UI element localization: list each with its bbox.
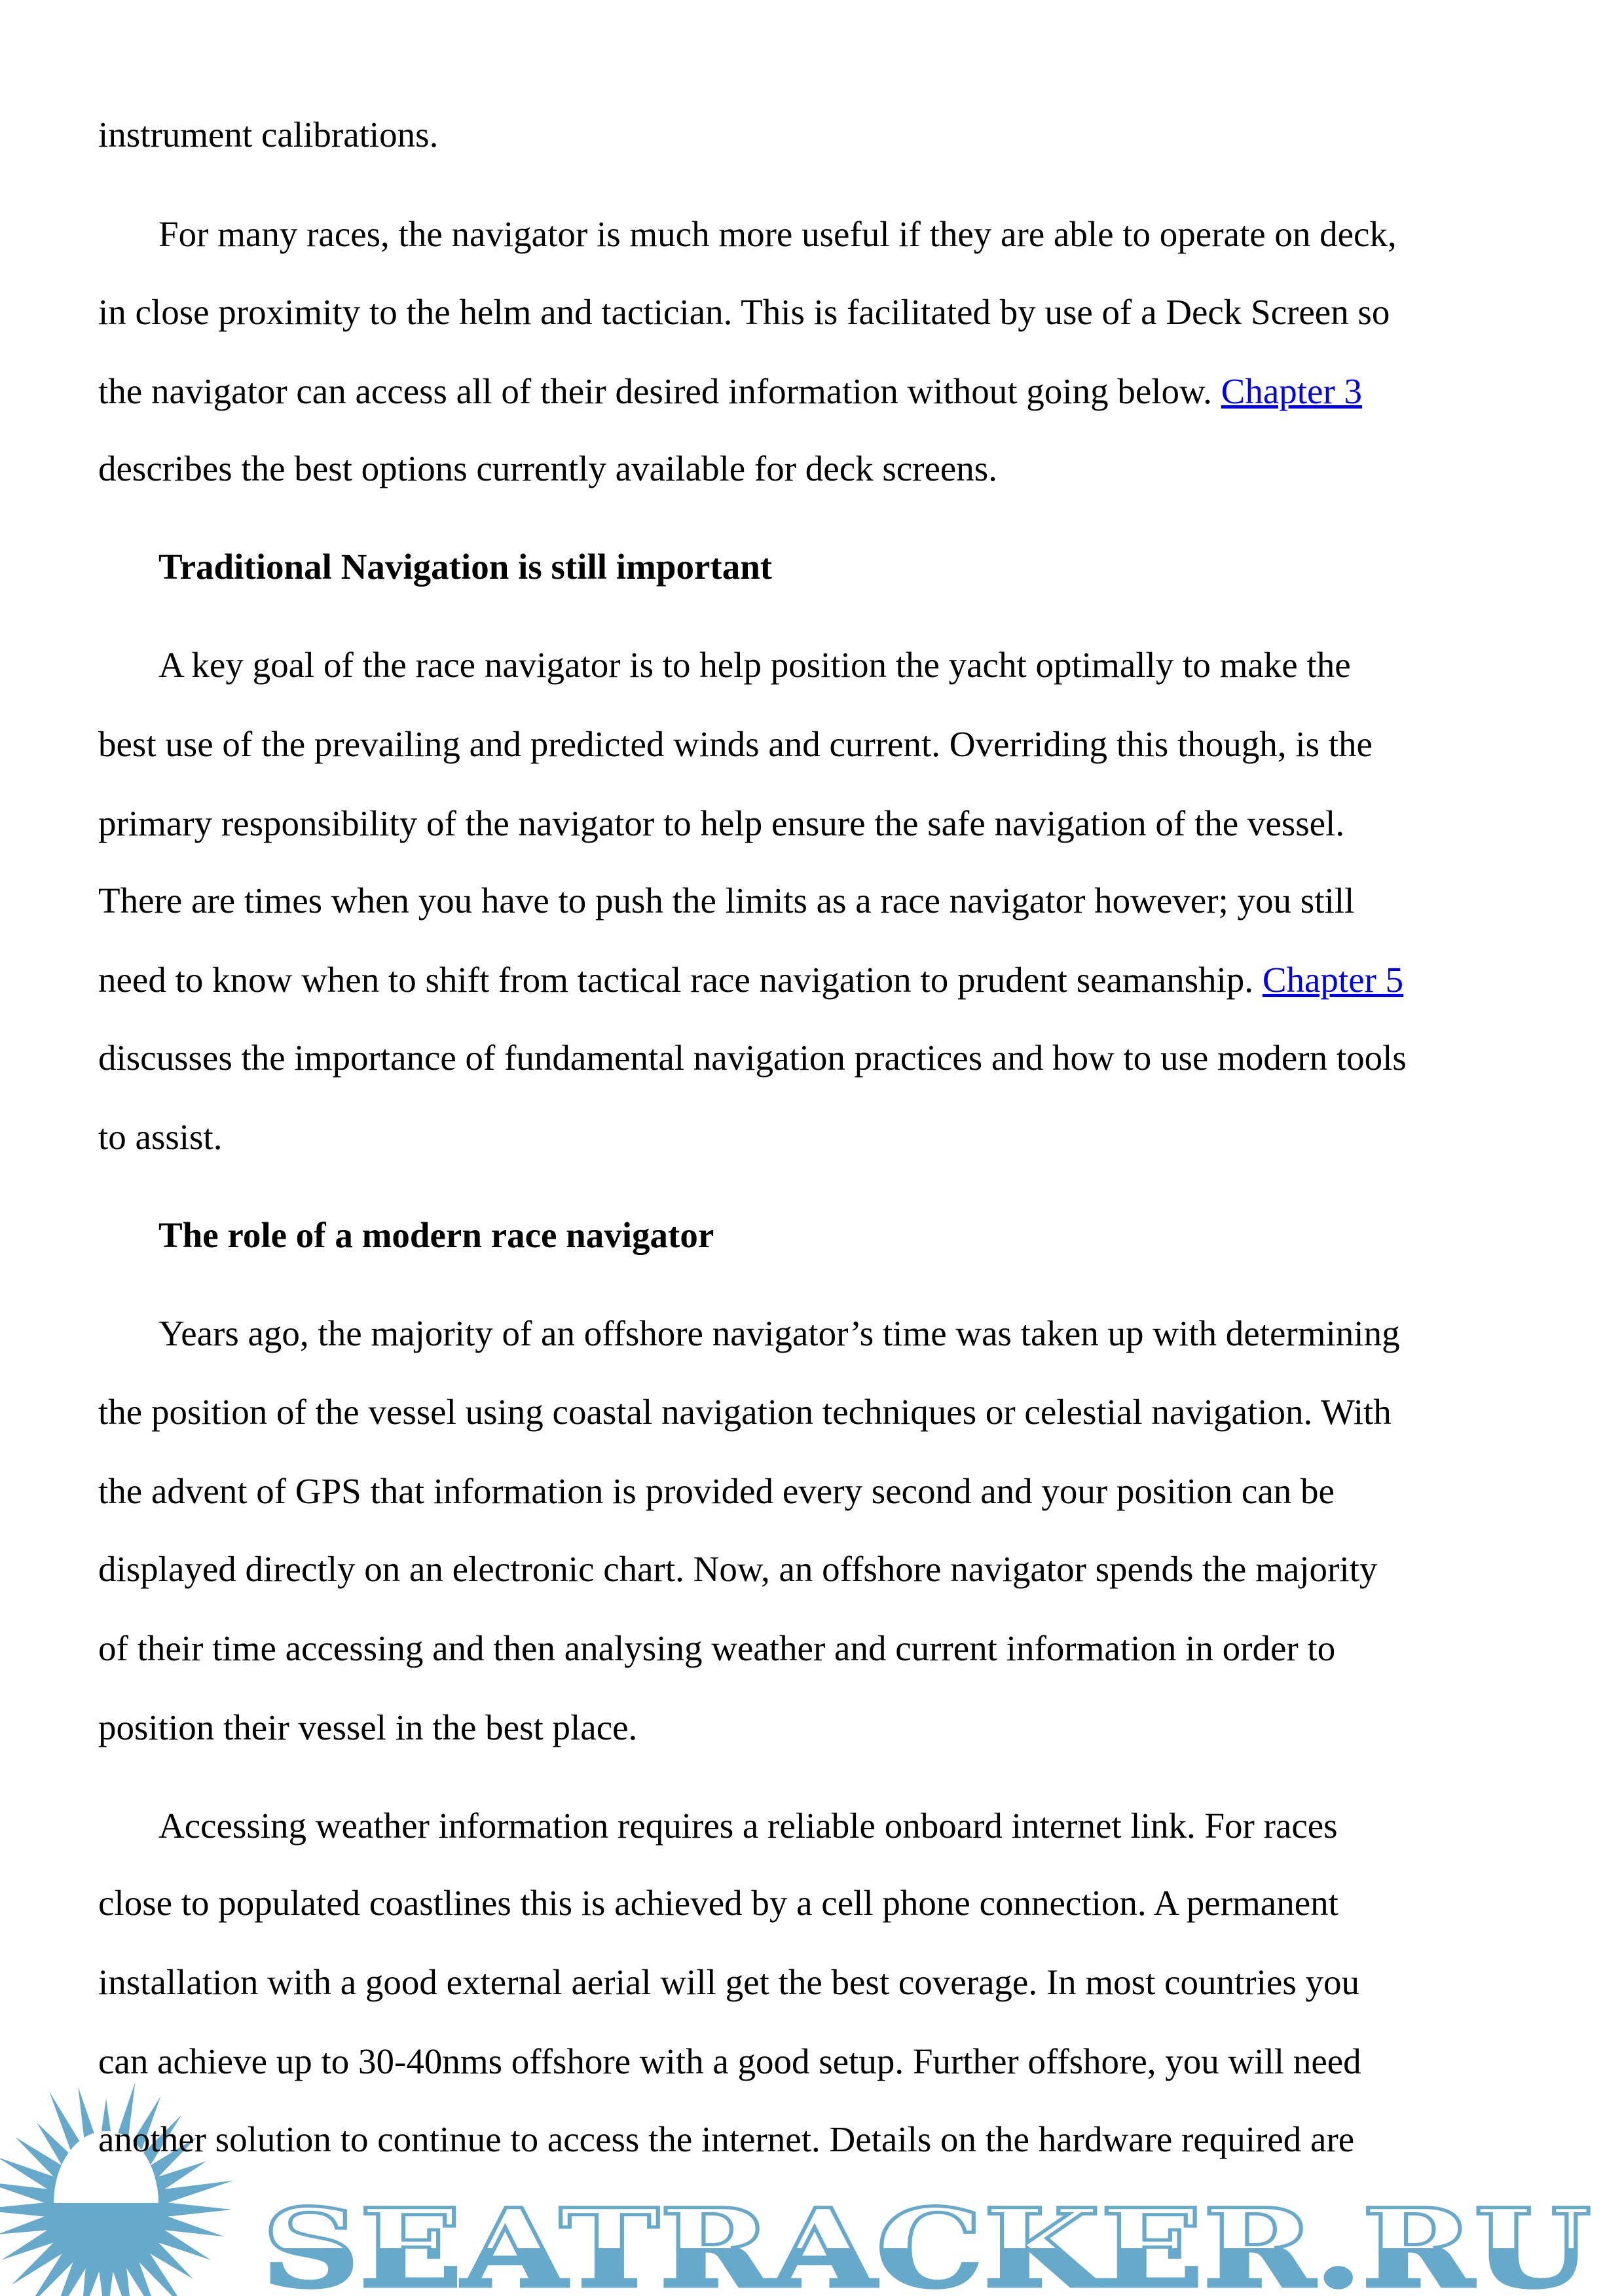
text-line: displayed directly on an electronic chart. Now, an offshore navigator spends the majority: [98, 1549, 1378, 1589]
text-line: discusses the importance of fundamental navigation practices and how to use modern tools: [98, 1038, 1407, 1078]
watermark-text: SEATRACKER.RU: [262, 2185, 1591, 2296]
text-segment: need to know when to shift from tactical race navigation to prudent seamanship.: [98, 960, 1263, 1000]
chapter-5-link[interactable]: Chapter 5: [1262, 960, 1404, 1000]
text-line: installation with a good external aerial will get the best coverage. In most countries you: [98, 1962, 1359, 2002]
text-line: the advent of GPS that information is provided every second and your position can be: [98, 1471, 1335, 1511]
text-line: another solution to continue to access the internet. Details on the hardware required are: [98, 2119, 1355, 2159]
text-line: There are times when you have to push the limits as a race navigator however; you still: [98, 881, 1355, 920]
chapter-3-link[interactable]: Chapter 3: [1221, 371, 1363, 411]
text-line: For many races, the navigator is much more useful if they are able to operate on deck,: [158, 214, 1397, 254]
text-line: the position of the vessel using coastal navigation techniques or celestial navigation. With: [98, 1392, 1392, 1432]
text-line: close to populated coastlines this is achieved by a cell phone connection. A permanent: [98, 1883, 1338, 1923]
text-line: Years ago, the majority of an offshore navigator’s time was taken up with determining: [158, 1313, 1400, 1353]
seatracker-watermark: [0, 2181, 1624, 2296]
text-line: instrument calibrations.: [98, 115, 439, 155]
text-line: [98, 941, 1403, 1019]
text-line: primary responsibility of the navigator to help ensure the safe navigation of the vessel.: [98, 803, 1345, 843]
text-line: describes the best options currently available for deck screens.: [98, 448, 997, 488]
text-line: to assist.: [98, 1117, 223, 1157]
text-line: A key goal of the race navigator is to help position the yacht optimally to make the: [158, 645, 1351, 685]
text-line: best use of the prevailing and predicted winds and current. Overriding this though, is the: [98, 724, 1373, 764]
text-line: position their vessel in the best place.: [98, 1707, 638, 1747]
section-heading: Traditional Navigation is still important: [158, 547, 773, 587]
section-heading: The role of a modern race navigator: [158, 1215, 714, 1255]
text-line: in close proximity to the helm and tactician. This is facilitated by use of a Deck Screen so: [98, 292, 1390, 332]
text-line: of their time accessing and then analysing weather and current information in order to: [98, 1628, 1336, 1668]
text-line: [98, 352, 1362, 431]
text-segment: the navigator can access all of their desired information without going below.: [98, 371, 1221, 411]
text-line: can achieve up to 30-40nms offshore with a good setup. Further offshore, you will need: [98, 2041, 1361, 2081]
text-line: Accessing weather information requires a reliable onboard internet link. For races: [158, 1806, 1338, 1846]
